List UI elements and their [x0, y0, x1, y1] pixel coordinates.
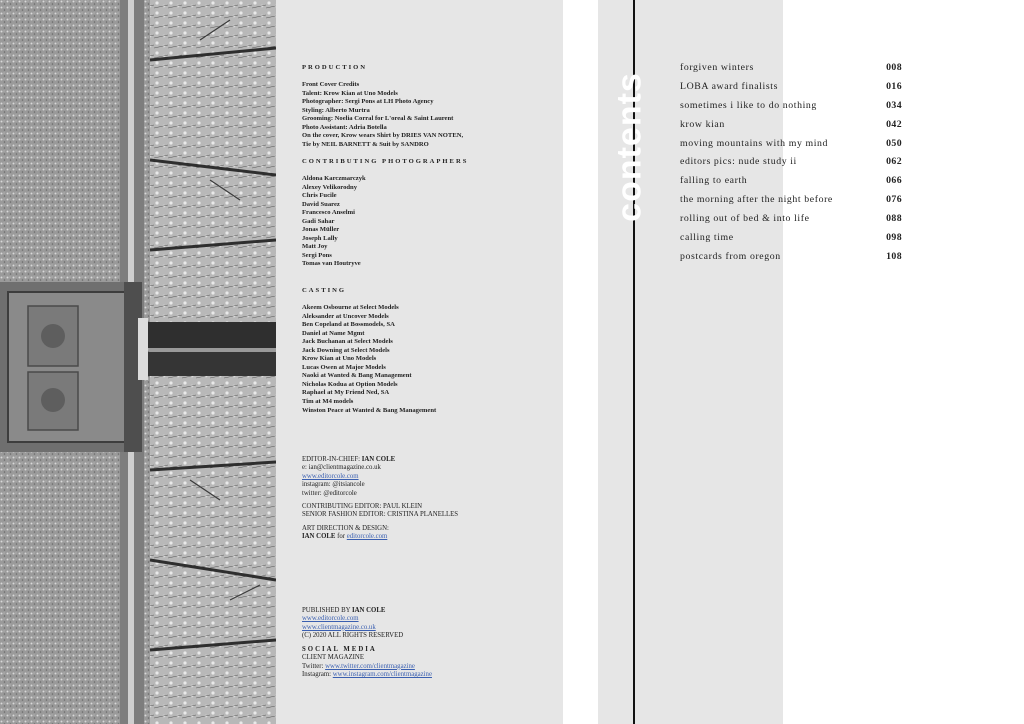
photographer-name: Matt Joy [302, 243, 328, 251]
casting-name: Winston Peace at Wanted & Bang Management [302, 406, 437, 414]
published-name: IAN COLE [351, 607, 386, 614]
contents-heading [600, 62, 660, 232]
twitter-link[interactable]: www.twitter.com/clientmagazine [325, 662, 415, 670]
published-link-editorcole[interactable]: www.editorcole.com [302, 615, 359, 623]
art-direction-link[interactable]: editorcole.com [346, 533, 388, 541]
casting-name: Daniel at Name Mgmt [302, 329, 365, 337]
photographer-name: Jonas Müller [302, 226, 340, 234]
production-line: Photo Assistant: Adria Botella [302, 123, 387, 131]
editor-email: e: ian@clientmagazine.co.uk [302, 464, 381, 472]
toc-item[interactable] [680, 251, 902, 270]
toc-item-title: krow kian [680, 118, 725, 130]
art-direction-label: ART DIRECTION & DESIGN: [302, 525, 389, 532]
toc-item-page: 062 [886, 156, 902, 168]
casting-title: CASTING [302, 287, 347, 294]
casting-name: Jack Downing at Select Models [302, 346, 390, 354]
toc-item-title: sometimes i like to do nothing [680, 99, 817, 111]
toc-item-page: 076 [886, 194, 902, 206]
instagram-link[interactable]: www.instagram.com/clientmagazine [332, 671, 432, 679]
toc-item-page: 008 [886, 62, 902, 73]
photographer-name: Aldona Karczmarczyk [302, 175, 366, 182]
table-of-contents [680, 62, 902, 270]
photographer-name: Sergi Pons [302, 251, 332, 259]
cover-photo [0, 0, 276, 724]
photographer-name: David Suarez [302, 200, 340, 208]
toc-item[interactable] [680, 138, 902, 157]
social-subtitle: CLIENT MAGAZINE [302, 654, 364, 662]
casting-name: Aleksander at Uncover Models [302, 312, 389, 320]
production-line: Photographer: Sergi Pons at LH Photo Agency [302, 98, 434, 106]
toc-item-page: 034 [886, 99, 902, 111]
photographer-name: Gadi Sahar [302, 217, 335, 225]
social-block [302, 646, 432, 680]
editor-label: EDITOR-IN-CHIEF: [302, 456, 362, 463]
production-line: Tie by NEIL BARNETT & Suit by SANDRO [302, 140, 429, 148]
toc-item-title: forgiven winters [680, 62, 754, 73]
toc-item-page: 098 [886, 232, 902, 244]
toc-item[interactable] [680, 100, 902, 119]
toc-item[interactable] [680, 175, 902, 194]
photographer-name: Tomas van Houtryve [302, 260, 361, 268]
published-block [302, 607, 403, 641]
photographers-list [302, 175, 366, 269]
toc-item-title: postcards from oregon [680, 250, 781, 262]
park-photo-illustration [0, 0, 276, 724]
art-direction-block [302, 525, 389, 542]
toc-item-page: 050 [886, 137, 902, 149]
toc-item-title: falling to earth [680, 175, 748, 187]
senior-fashion-editor: SENIOR FASHION EDITOR: CRISTINA PLANELLES [302, 511, 459, 519]
art-direction-name: IAN COLE [302, 533, 336, 541]
casting-name: Tim at M4 models [302, 398, 354, 406]
production-line: Front Cover Credits [302, 81, 360, 88]
toc-item-title: LOBA award finalists [680, 80, 778, 92]
toc-item-title: rolling out of bed & into life [680, 213, 810, 225]
production-list [302, 81, 463, 149]
photographers-title: CONTRIBUTING PHOTOGRAPHERS [302, 158, 469, 165]
toc-item-page: 016 [886, 80, 902, 92]
toc-item-title: moving mountains with my mind [680, 137, 829, 149]
photographer-name: Alexey Velikorodny [302, 183, 358, 191]
casting-name: Raphael at My Friend Ned, SA [302, 389, 390, 397]
casting-name: Ben Copeland at Bossmodels, SA [302, 321, 395, 329]
toc-item[interactable] [680, 62, 902, 81]
twitter-label: Twitter: [302, 662, 326, 670]
toc-item[interactable] [680, 194, 902, 213]
editor-instagram: instagram: @itsiancole [302, 481, 365, 489]
toc-item[interactable] [680, 119, 902, 138]
production-title: PRODUCTION [302, 64, 368, 71]
casting-name: Akeem Osbourne at Select Models [302, 304, 399, 311]
photographer-name: Chris Fucile [302, 192, 337, 200]
toc-item[interactable] [680, 213, 902, 232]
published-link-clientmagazine[interactable]: www.clientmagazine.co.uk [302, 623, 376, 631]
casting-name: Nicholas Kodua at Option Models [302, 380, 398, 388]
toc-item[interactable] [680, 232, 902, 251]
toc-item-page: 042 [886, 118, 902, 130]
instagram-label: Instagram: [302, 671, 333, 679]
photographer-name: Francesco Anselmi [302, 209, 355, 217]
editor-name: IAN COLE [361, 456, 396, 463]
editor-website-link[interactable]: www.editorcole.com [302, 472, 359, 480]
production-line: Grooming: Noelia Corral for L'oreal & Saint Laurent [302, 115, 454, 123]
casting-name: Jack Buchanan at Select Models [302, 338, 393, 346]
toc-item-title: calling time [680, 232, 734, 244]
toc-item[interactable] [680, 81, 902, 100]
editor-block [302, 456, 395, 498]
production-line: Styling: Alberto Murtra [302, 106, 370, 114]
toc-item-page: 066 [886, 175, 902, 187]
casting-name: Naoki at Wanted & Bang Management [302, 372, 412, 380]
art-direction-for: for [335, 533, 347, 541]
production-line: On the cover, Krow wears Shirt by DRIES VAN NOTEN, [302, 132, 464, 140]
page-gutter [563, 0, 598, 724]
casting-list [302, 304, 436, 415]
contributing-editor: CONTRIBUTING EDITOR: PAUL KLEIN [302, 503, 423, 510]
rights-reserved: (C) 2020 ALL RIGHTS RESERVED [302, 632, 404, 640]
toc-item-title: editors pics: nude study ii [680, 156, 797, 168]
casting-name: Lucas Owen at Major Models [302, 363, 386, 371]
production-line: Talent: Krow Kian at Uno Models [302, 89, 398, 97]
contents-heading-text: contents [610, 72, 649, 222]
editor-twitter: twitter: @editorcole [302, 489, 357, 497]
editors-block [302, 503, 458, 520]
toc-item-title: the morning after the night before [680, 194, 833, 206]
published-label: PUBLISHED BY [302, 607, 352, 614]
photographer-name: Joseph Lally [302, 234, 338, 242]
toc-item[interactable] [680, 156, 902, 175]
casting-name: Krow Kian at Uno Models [302, 355, 377, 363]
toc-item-page: 088 [886, 213, 902, 225]
toc-item-page: 108 [886, 250, 902, 262]
social-title: SOCIAL MEDIA [302, 646, 377, 653]
